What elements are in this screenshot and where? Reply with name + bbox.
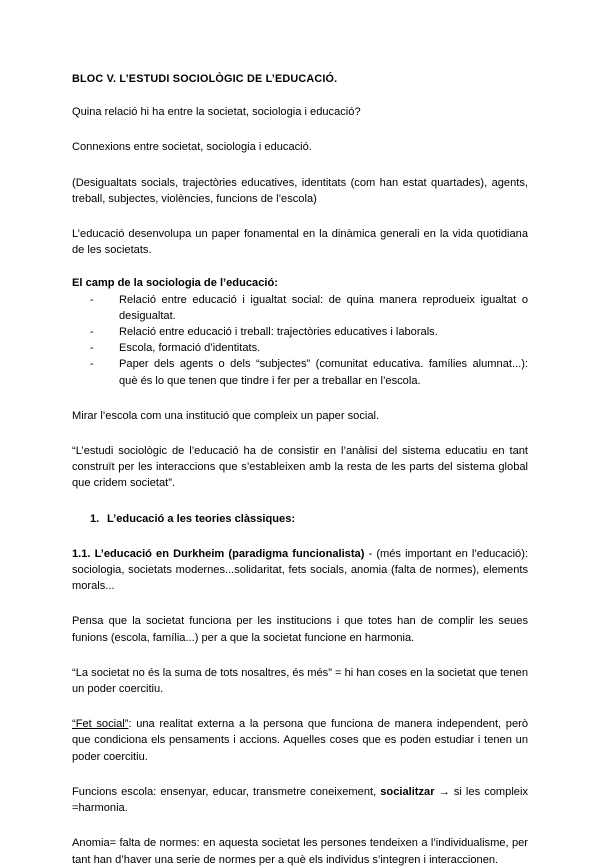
list-item: - Paper dels agents o dels “subjectes” (comunitat educativa. famílies alumnat...): què és lo que tenen que tindre i fer per a treballar en l’escola. bbox=[72, 356, 528, 388]
document-page bbox=[72, 62, 528, 868]
section-1-title: L’educació a les teories clàssiques: bbox=[107, 512, 296, 525]
funcions-paragraph bbox=[72, 784, 528, 816]
question-paragraph: Quina relació hi ha entre la societat, sociologia i educació? bbox=[72, 106, 361, 119]
durkheim-text: - (més important en l’educació): sociologia, societats modernes...solidaritat, fets socials, anomia (falta de normes), elements morals... bbox=[72, 547, 528, 593]
pensa-paragraph: Pensa que la societat funciona per les institucions i que totes han de complir les seues funions (escola, família...) per a que la societat funcione en harmonia. bbox=[72, 615, 528, 644]
section-1-heading bbox=[90, 511, 528, 527]
durkheim-heading: 1.1. L’educació en Durkheim (paradigma funcionalista) bbox=[72, 547, 365, 560]
field-heading: El camp de la sociologia de l’educació: bbox=[72, 277, 278, 290]
funcions-text-end: → si les compleix =harmonia. bbox=[72, 785, 528, 815]
society-quote: “La societat no és la suma de tots nosaltres, és més” = hi han coses en la societat que tenen un poder coercitiu. bbox=[72, 666, 528, 696]
list-item: - Relació entre educació i treball: trajectòries educatives i laborals. bbox=[72, 324, 528, 340]
parenthetical-paragraph: (Desigualtats socials, trajectòries educatives, identitats (com han estat quartades), agents, treball, subjectes, violències, funcions de l’escola) bbox=[72, 176, 528, 205]
anomia-paragraph: Anomia= falta de normes: en aquesta societat les persones tendeixen a l’individualisme, per tant han d’haver una serie de normes per a què els individus s’integren i interaccionen. bbox=[72, 837, 528, 866]
funcions-text-start: Funcions escola: ensenyar, educar, transmetre coneixement, bbox=[72, 785, 381, 798]
durkheim-paragraph bbox=[72, 546, 528, 595]
fet-social-text: : una realitat externa a la persona que funciona de manera independent, però que condiciona els pensaments i accions. Aquelles coses que es poden estudiar i tenen un poder coercitiu. bbox=[72, 718, 528, 763]
list-item: - Escola, formació d’identitats. bbox=[72, 340, 528, 356]
fet-social-paragraph bbox=[72, 716, 528, 765]
mirar-paragraph: Mirar l’escola com una institució que compleix un paper social. bbox=[72, 409, 380, 422]
section-1-number: 1. bbox=[90, 512, 100, 525]
study-quote: “L’estudi sociològic de l’educació ha de consistir en l’anàlisi del sistema educatiu en tant construït per les interaccions que s’estableixen amb la resta de les parts del sistema global que cridem societat”. bbox=[72, 445, 528, 490]
list-item: - Relació entre educació i igualtat social: de quina manera reprodueix igualtat o desigualtat. bbox=[72, 292, 528, 324]
funcions-bold-term: socialitzar bbox=[380, 785, 435, 798]
intro-paragraph: L’educació desenvolupa un paper fonamental en la dinàmica generali en la vida quotidiana de les societats. bbox=[72, 228, 528, 257]
connections-paragraph: Connexions entre societat, sociologia i educació. bbox=[72, 141, 312, 154]
document-title: BLOC V. L’ESTUDI SOCIOLÒGIC DE L’EDUCACIÓ. bbox=[72, 73, 338, 85]
fet-social-term: “Fet social” bbox=[72, 718, 129, 731]
field-list bbox=[72, 292, 528, 389]
